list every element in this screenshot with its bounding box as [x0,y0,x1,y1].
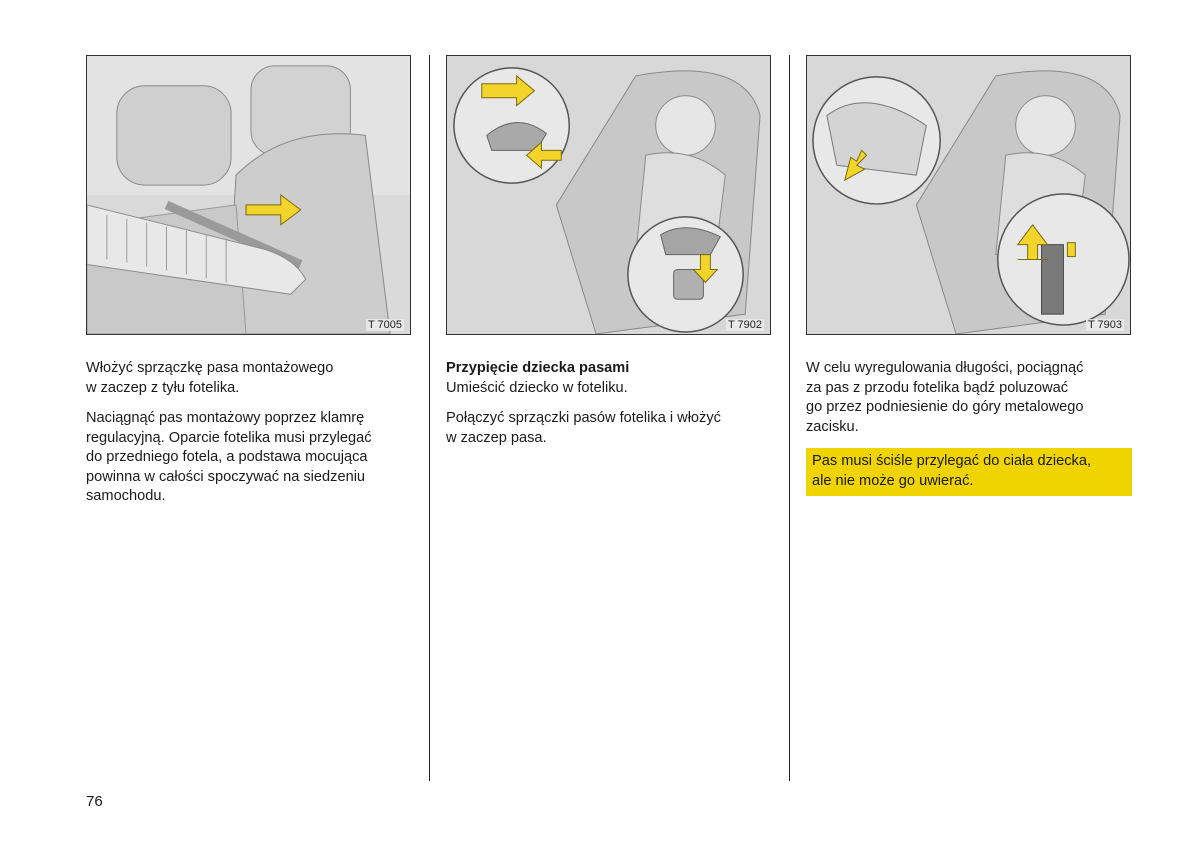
column-divider-2 [789,55,790,781]
figure-label: T 7902 [727,319,762,331]
text-line: powinna w całości spoczywać na siedzeniu [86,468,366,485]
paragraph [86,359,411,398]
text-line: w zaczep pasa. [446,429,547,446]
illustration-graphic [447,56,770,334]
text-line: za pas z przodu fotelika bądź poluzować [806,379,1069,396]
warning-box [806,448,1132,496]
illustration-graphic [87,56,410,334]
text-line: Naciągnąć pas montażowy poprzez klamrę [86,410,365,426]
text-line: samochodu. [86,488,166,504]
text-line: Umieścić dziecko w foteliku. [446,379,628,396]
text-line: W celu wyregulowania długości, pociągnąć [806,360,1084,376]
column-2-text [446,359,771,459]
text-line: do przedniego fotela, a podstawa mocująca [86,449,368,465]
page-number: 76 [86,793,103,810]
text-line: w zaczep z tyłu fotelika. [86,379,240,396]
paragraph [806,359,1132,437]
text-line: Włożyć sprzączkę pasa montażowego [86,360,334,376]
figure-label: T 7903 [1087,319,1122,331]
illustration-belt-adjustment [806,55,1131,335]
column-divider-1 [429,55,430,781]
text-line: go przez podniesienie do góry metalowego [806,399,1084,415]
text-line: zacisku. [806,418,859,435]
paragraph [446,409,771,448]
warning-line: ale nie może go uwierać. [812,472,974,489]
illustration-seat-belt-tension [86,55,411,335]
column-3-text [806,359,1132,496]
section-heading: Przypięcie dziecka pasami [446,360,630,376]
paragraph [86,409,411,507]
text-line: Połączyć sprzączki pasów fotelika i włożyć [446,410,721,426]
illustration-buckle-fastening [446,55,771,335]
column-1-text [86,359,411,518]
illustration-graphic [807,56,1130,334]
warning-line: Pas musi ściśle przylegać do ciała dziecka, [812,453,1092,469]
text-line: regulacyjną. Oparcie fotelika musi przylegać [86,429,372,446]
figure-label: T 7005 [367,319,402,331]
paragraph [446,359,771,398]
